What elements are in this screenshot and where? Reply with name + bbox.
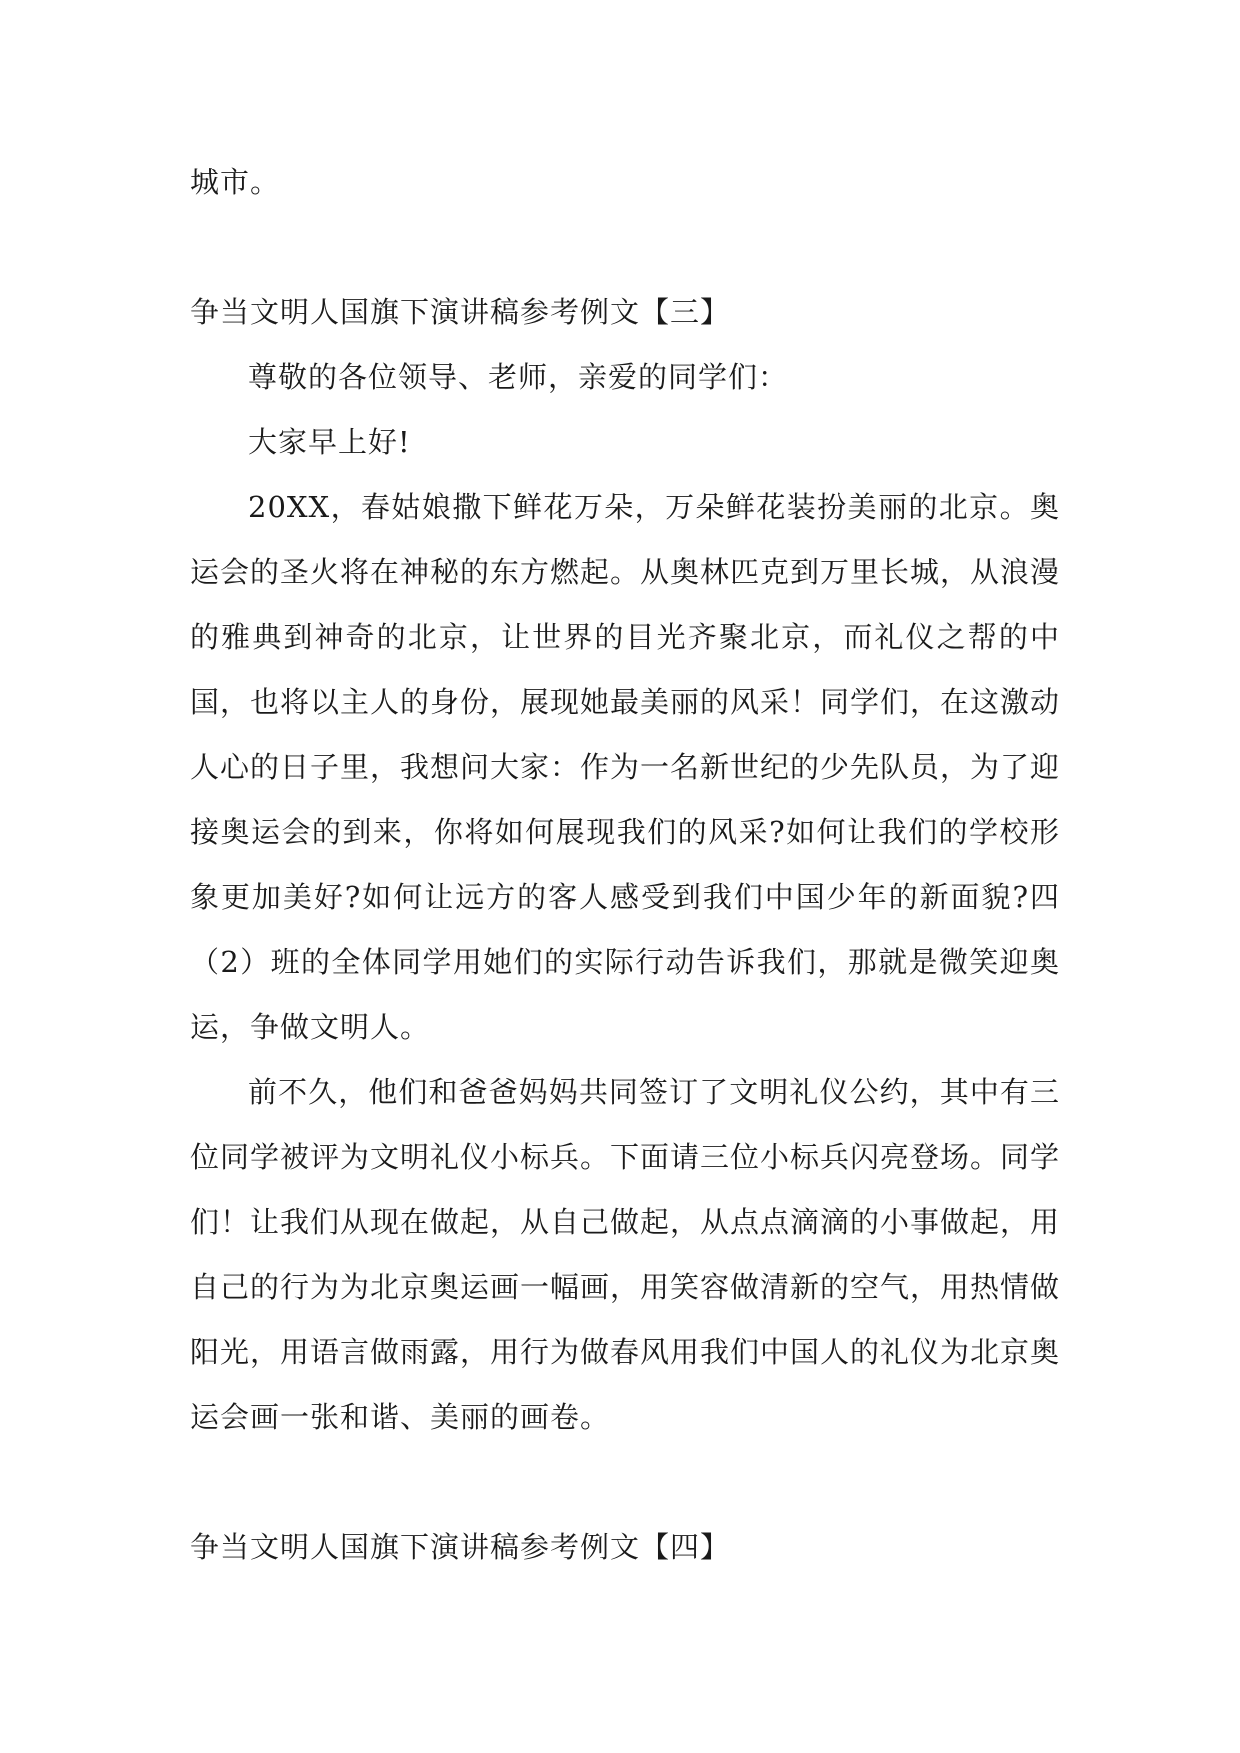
document-body <box>190 150 1060 1580</box>
salutation: 尊敬的各位领导、老师，亲爱的同学们： <box>248 360 789 394</box>
paragraph-2: 前不久，他们和爸爸妈妈共同签订了文明礼仪公约，其中有三位同学被评为文明礼仪小标兵。下面请三位小标兵闪亮登场。同学们！让我们从现在做起，从自己做起，从点点滴滴的小事做起，用自己的行为为北京奥运画一幅画，用笑容做清新的空气，用热情做阳光，用语言做雨露，用行为做春风用我们中国人的礼仪为北京奥运会画一张和谐、美丽的画卷。 <box>190 1075 1061 1434</box>
greeting: 大家早上好! <box>248 425 411 459</box>
paragraph-1: 20XX，春姑娘撒下鲜花万朵，万朵鲜花装扮美丽的北京。奥运会的圣火将在神秘的东方燃起。从奥林匹克到万里长城，从浪漫的雅典到神奇的北京，让世界的目光齐聚北京，而礼仪之帮的中国，也将以主人的身份，展现她最美丽的风采！同学们，在这激动人心的日子里，我想问大家：作为一名新世纪的少先队员，为了迎接奥运会的到来，你将如何展现我们的风采?如何让我们的学校形象更加美好?如何让远方的客人感受到我们中国少年的新面貌?四（2）班的全体同学用她们的实际行动告诉我们，那就是微笑迎奥运，争做文明人。 <box>190 490 1061 1044</box>
section-3-heading: 争当文明人国旗下演讲稿参考例文【三】 <box>190 295 731 329</box>
continued-text-fragment: 城市。 <box>190 165 281 199</box>
section-4-heading: 争当文明人国旗下演讲稿参考例文【四】 <box>190 1530 731 1564</box>
